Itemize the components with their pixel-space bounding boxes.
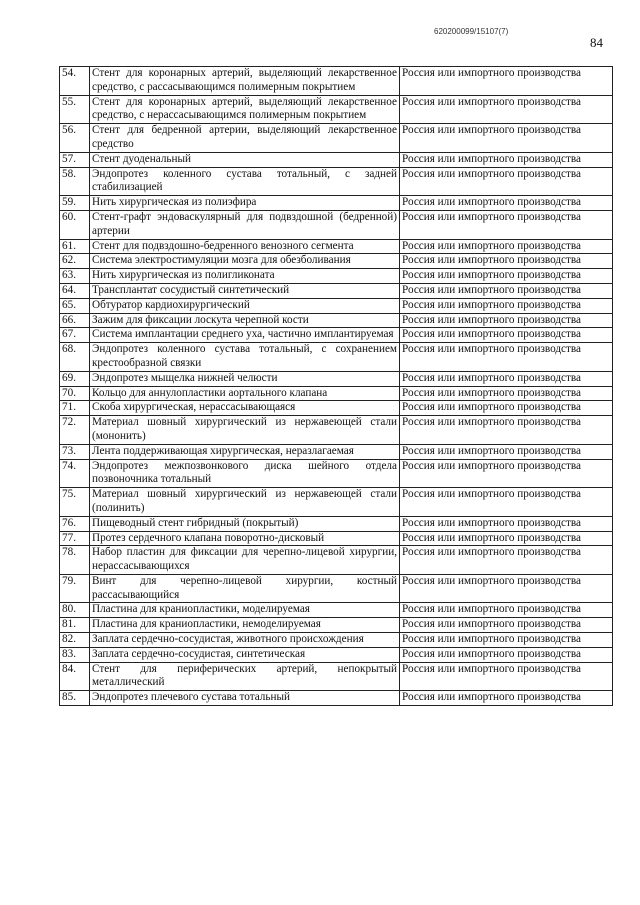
device-name: Нить хирургическая из полиэфира (90, 196, 400, 211)
device-name: Стент для коронарных артерий, выделяющий лекарственное средство, с нерассасывающимся полимерным покрытием (90, 95, 400, 124)
table-row (60, 269, 613, 284)
table-row (60, 691, 613, 706)
table-row (60, 574, 613, 603)
table-row (60, 239, 613, 254)
device-name: Эндопротез коленного сустава тотальный, с сохранением крестообразной связки (90, 343, 400, 372)
row-number: 73. (60, 444, 90, 459)
device-name: Протез сердечного клапана поворотно-дисковый (90, 531, 400, 546)
row-number: 62. (60, 254, 90, 269)
row-number: 74. (60, 459, 90, 488)
table-row (60, 313, 613, 328)
row-number: 70. (60, 386, 90, 401)
table-row (60, 196, 613, 211)
table-row (60, 283, 613, 298)
table-row (60, 662, 613, 691)
table-row (60, 124, 613, 153)
row-number: 72. (60, 416, 90, 445)
row-number: 55. (60, 95, 90, 124)
device-name: Стент для бедренной артерии, выделяющий лекарственное средство (90, 124, 400, 153)
table-row (60, 343, 613, 372)
row-number: 85. (60, 691, 90, 706)
device-origin: Россия или импортного производства (400, 603, 613, 618)
device-origin: Россия или импортного производства (400, 531, 613, 546)
row-number: 84. (60, 662, 90, 691)
row-number: 59. (60, 196, 90, 211)
device-origin: Россия или импортного производства (400, 152, 613, 167)
table-row (60, 416, 613, 445)
device-name: Система электростимуляции мозга для обезболивания (90, 254, 400, 269)
device-origin: Россия или импортного производства (400, 167, 613, 196)
device-origin: Россия или импортного производства (400, 196, 613, 211)
device-origin: Россия или импортного производства (400, 239, 613, 254)
table-row (60, 67, 613, 96)
device-origin: Россия или импортного производства (400, 691, 613, 706)
device-name: Кольцо для аннулопластики аортального клапана (90, 386, 400, 401)
row-number: 76. (60, 516, 90, 531)
row-number: 77. (60, 531, 90, 546)
row-number: 81. (60, 618, 90, 633)
table-row (60, 298, 613, 313)
table-row (60, 531, 613, 546)
device-origin: Россия или импортного производства (400, 633, 613, 648)
row-number: 63. (60, 269, 90, 284)
device-origin: Россия или импортного производства (400, 371, 613, 386)
device-name: Эндопротез плечевого сустава тотальный (90, 691, 400, 706)
table-row (60, 95, 613, 124)
device-origin: Россия или импортного производства (400, 647, 613, 662)
device-name: Трансплантат сосудистый синтетический (90, 283, 400, 298)
table-row (60, 516, 613, 531)
device-name: Пластина для краниопластики, моделируемая (90, 603, 400, 618)
device-name: Стент для периферических артерий, непокрытый металлический (90, 662, 400, 691)
device-name: Заплата сердечно-сосудистая, животного происхождения (90, 633, 400, 648)
device-name: Обтуратор кардиохирургический (90, 298, 400, 313)
table-row (60, 167, 613, 196)
device-origin: Россия или импортного производства (400, 210, 613, 239)
page-number: 84 (590, 35, 603, 50)
row-number: 57. (60, 152, 90, 167)
row-number: 60. (60, 210, 90, 239)
row-number: 80. (60, 603, 90, 618)
devices-table (59, 66, 613, 706)
row-number: 71. (60, 401, 90, 416)
table-row (60, 386, 613, 401)
row-number: 78. (60, 546, 90, 575)
table-row (60, 459, 613, 488)
device-name: Материал шовный хирургический из нержавеющей стали (полинить) (90, 488, 400, 517)
row-number: 61. (60, 239, 90, 254)
device-name: Стент-графт эндоваскулярный для подвздошной (бедренной) артерии (90, 210, 400, 239)
device-name: Материал шовный хирургический из нержавеющей стали (мононить) (90, 416, 400, 445)
device-name: Эндопротез межпозвонкового диска шейного отдела позвоночника тотальный (90, 459, 400, 488)
row-number: 79. (60, 574, 90, 603)
device-origin: Россия или импортного производства (400, 444, 613, 459)
device-origin: Россия или импортного производства (400, 516, 613, 531)
device-name: Нить хирургическая из полигликоната (90, 269, 400, 284)
row-number: 65. (60, 298, 90, 313)
row-number: 64. (60, 283, 90, 298)
device-name: Стент для подвздошно-бедренного венозного сегмента (90, 239, 400, 254)
device-origin: Россия или импортного производства (400, 124, 613, 153)
devices-table-body (60, 67, 613, 706)
row-number: 58. (60, 167, 90, 196)
table-row (60, 254, 613, 269)
device-origin: Россия или импортного производства (400, 67, 613, 96)
row-number: 56. (60, 124, 90, 153)
row-number: 68. (60, 343, 90, 372)
row-number: 69. (60, 371, 90, 386)
table-row (60, 633, 613, 648)
table-row (60, 371, 613, 386)
device-origin: Россия или импортного производства (400, 328, 613, 343)
table-row (60, 488, 613, 517)
device-origin: Россия или импортного производства (400, 313, 613, 328)
device-name: Стент дуоденальный (90, 152, 400, 167)
device-origin: Россия или импортного производства (400, 269, 613, 284)
device-origin: Россия или импортного производства (400, 574, 613, 603)
device-origin: Россия или импортного производства (400, 459, 613, 488)
row-number: 54. (60, 67, 90, 96)
table-row (60, 444, 613, 459)
device-name: Пластина для краниопластики, немоделируемая (90, 618, 400, 633)
table-row (60, 618, 613, 633)
device-origin: Россия или импортного производства (400, 283, 613, 298)
device-name: Винт для черепно-лицевой хирургии, костный рассасывающийся (90, 574, 400, 603)
device-name: Стент для коронарных артерий, выделяющий лекарственное средство, с рассасывающимся полимерным покрытием (90, 67, 400, 96)
device-origin: Россия или импортного производства (400, 488, 613, 517)
table-row (60, 603, 613, 618)
device-origin: Россия или импортного производства (400, 416, 613, 445)
device-origin: Россия или импортного производства (400, 386, 613, 401)
table-row (60, 328, 613, 343)
device-origin: Россия или импортного производства (400, 95, 613, 124)
device-name: Заплата сердечно-сосудистая, синтетическая (90, 647, 400, 662)
table-row (60, 546, 613, 575)
device-name: Пищеводный стент гибридный (покрытый) (90, 516, 400, 531)
device-origin: Россия или импортного производства (400, 662, 613, 691)
device-name: Зажим для фиксации лоскута черепной кости (90, 313, 400, 328)
device-origin: Россия или импортного производства (400, 254, 613, 269)
device-origin: Россия или импортного производства (400, 546, 613, 575)
device-origin: Россия или импортного производства (400, 298, 613, 313)
device-name: Набор пластин для фиксации для черепно-лицевой хирургии, нерассасывающихся (90, 546, 400, 575)
row-number: 83. (60, 647, 90, 662)
device-name: Скоба хирургическая, нерассасывающаяся (90, 401, 400, 416)
row-number: 82. (60, 633, 90, 648)
row-number: 66. (60, 313, 90, 328)
row-number: 75. (60, 488, 90, 517)
table-row (60, 152, 613, 167)
device-name: Система имплантации среднего уха, частично имплантируемая (90, 328, 400, 343)
device-origin: Россия или импортного производства (400, 343, 613, 372)
table-row (60, 647, 613, 662)
row-number: 67. (60, 328, 90, 343)
device-origin: Россия или импортного производства (400, 401, 613, 416)
device-name: Эндопротез коленного сустава тотальный, с задней стабилизацией (90, 167, 400, 196)
table-row (60, 401, 613, 416)
document-code: 620200099/15107(7) (434, 27, 509, 36)
table-row (60, 210, 613, 239)
device-name: Эндопротез мыщелка нижней челюсти (90, 371, 400, 386)
device-name: Лента поддерживающая хирургическая, неразлагаемая (90, 444, 400, 459)
device-origin: Россия или импортного производства (400, 618, 613, 633)
